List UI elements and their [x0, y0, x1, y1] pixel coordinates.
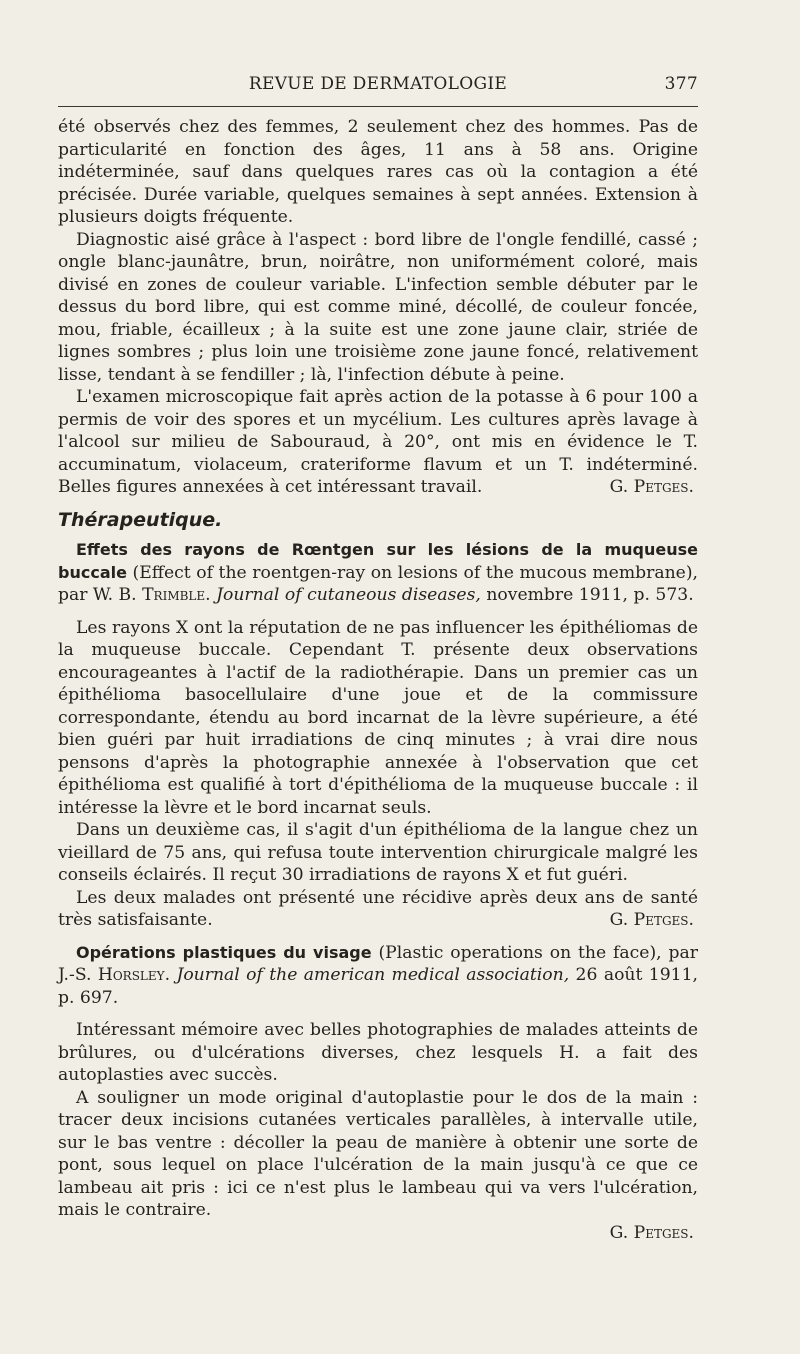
article-2-ref-post: 26 août 1911, p. 697. [58, 965, 698, 1008]
header-rule [58, 106, 698, 107]
journal-title: REVUE DE DERMATOLOGIE [248, 74, 508, 94]
article-2-journal: Journal of the american medical association, [176, 965, 570, 985]
article-1-ref-mid: . [205, 585, 217, 605]
article-2-ref-pre: (Plastic operations on the face), par J.-S. [58, 942, 698, 985]
article-2-paragraph-2: A souligner un mode original d'autoplastie pour le dos de la main : tracer deux incisions cutanées verticales parallèles, à intervalle utile, sur le bas ventre : décoller la peau de manière à obtenir une sorte de pont, sous lequel on place l'ulcération de la main jusqu'à ce que ce lambeau ait pris : ici ce n'est plus le lambeau qui va vers l'ulcération, mais le contraire. [58, 1087, 698, 1220]
spacer [58, 932, 698, 942]
article-2-paragraph-1: Intéressant mémoire avec belles photographies de malades atteints de brûlures, ou d'ulcérations diverses, chez lesquels H. a fait des autoplasties avec succès. [58, 1020, 698, 1085]
article-1-ref-pre: (Effect of the roentgen-ray on lesions of the mucous membrane), par W. B. [58, 562, 698, 605]
article-1-title: Effets des rayons de Rœntgen sur les lésions de la muqueuse buccale [58, 540, 698, 582]
article-1-journal: Journal of cutaneous diseases, [216, 585, 481, 605]
article-1-header [58, 539, 698, 607]
article-1-author: Trimble [142, 585, 206, 605]
page-body [58, 116, 698, 1244]
article-2-author: Horsley [97, 965, 165, 985]
article-1-p3-text: Les deux malades ont présenté une récidive après deux ans de santé très satisfaisante. [58, 887, 698, 930]
signature-1: G. Petges. [609, 477, 694, 497]
article-1-paragraph-2: Dans un deuxième cas, il s'agit d'un épithélioma de la langue chez un vieillard de 75 ans, qui refusa toute intervention chirurgicale malgré les conseils éclairés. Il reçut 30 irradiations de rayons X et fut guéri. [58, 820, 698, 885]
article-2-title: Opérations plastiques du visage [76, 942, 372, 962]
article-1-paragraph-3 [58, 887, 698, 932]
spacer [58, 607, 698, 617]
diagnostic-paragraph: Diagnostic aisé grâce à l'aspect : bord libre de l'ongle fendillé, cassé ; ongle blanc-jaunâtre, brun, noirâtre, non uniformément coloré, mais divisé en zones de couleur variable. L'infection semble débuter par le dessus du bord libre, qui est comme miné, décollé, de couleur foncée, mou, friable, écailleux ; à la suite est une zone jaune clair, striée de lignes sombres ; plus loin une troisième zone jaune foncé, relativement lisse, tendant à se fendiller ; là, l'infection débute à peine. [58, 229, 698, 385]
article-2-header [58, 942, 698, 1010]
spacer [58, 1009, 698, 1019]
article-1-ref-post: novembre 1911, p. 573. [480, 585, 694, 605]
page-number: 377 [664, 74, 698, 94]
article-1-paragraph-1: Les rayons X ont la réputation de ne pas influencer les épithéliomas de la muqueuse buccale. Cependant T. présente deux observations encourageantes à l'actif de la radiothérapie. Dans un premier cas un épithélioma basocellulaire d'une joue et de la commissure correspondante, étendu au bord incarnat de la lèvre supérieure, a été bien guéri par huit irradiations de cinq minutes ; à vrai dire nous pensons d'après la photographie annexée à l'observation que cet épithélioma est qualifié à tort d'épithélioma de la muqueuse buccale : il intéresse la lèvre et le bord incarnat seuls. [58, 617, 698, 818]
section-heading: Thérapeutique. [58, 508, 223, 531]
article-2-ref-mid: . [164, 965, 177, 985]
running-head [58, 70, 698, 100]
continued-paragraph: été observés chez des femmes, 2 seulement chez des hommes. Pas de particularité en fonction des âges, 11 ans à 58 ans. Origine indéterminée, sauf dans quelques rares cas où la contagion a été précisée. Durée variable, quelques semaines à sept années. Extension à plusieurs doigts fréquente. [58, 117, 698, 227]
signature-2: G. Petges. [609, 910, 694, 930]
signature-3: G. Petges. [609, 1222, 694, 1243]
microscopy-text: L'examen microscopique fait après action de la potasse à 6 pour 100 a permis de voir des spores et un mycélium. Les cultures après lavage à l'alcool sur milieu de Sabouraud, à 20°, ont mis en évidence le T. accuminatum, violaceum, crateriforme flavum et un T. indéterminé. Belles figures annexées à cet intéressant travail. [58, 387, 698, 497]
microscopy-paragraph [58, 386, 698, 499]
